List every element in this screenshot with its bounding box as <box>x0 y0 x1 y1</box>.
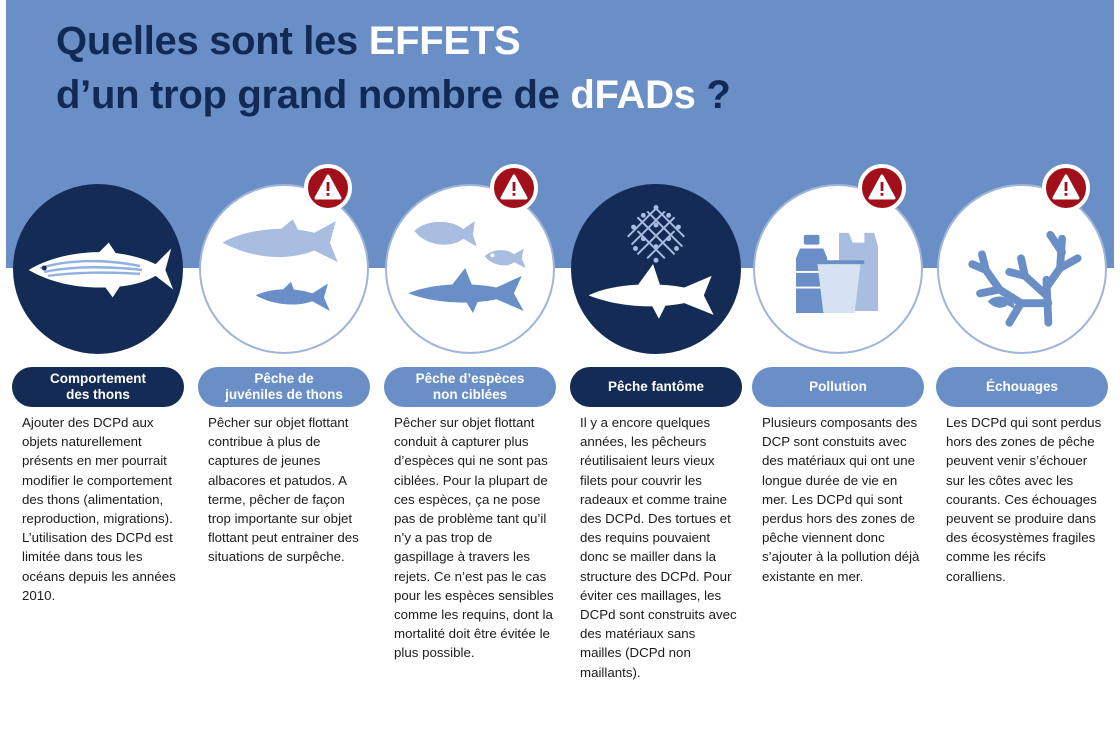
effect-title: Pêche fantôme <box>570 367 742 407</box>
title-text: Quelles sont les <box>56 19 369 63</box>
effect-circle <box>753 184 923 354</box>
tuna-icon <box>15 186 181 352</box>
ghost-net-shark-icon <box>573 186 739 352</box>
effect-circle <box>13 184 183 354</box>
effect-title: Pêche de juvéniles de thons <box>198 367 370 407</box>
effect-title: Pêche d’espèces non ciblées <box>384 367 556 407</box>
effect-description: Plusieurs composants des DCP sont constuits avec des matériaux qui ont une longue durée de vie en mer. Les DCPd qui sont perdus hors des zones de pêche viennent donc s’ajouter à la pollution déjà existante en mer. <box>762 415 920 584</box>
warning-icon <box>308 168 348 208</box>
plastic-waste-icon <box>755 186 921 352</box>
effect-description: Les DCPd qui sont perdus hors des zones de pêche peuvent venir s’échouer sur les côtes avec les courants. Ces échouages peuvent se produire dans des écosystèmes fragiles comme les récifs coralliens. <box>946 415 1102 584</box>
effect-card-strandings <box>936 0 1108 742</box>
warning-badge <box>1042 164 1090 212</box>
effect-title: Comportement des thons <box>12 367 184 407</box>
bycatch-species-icon <box>387 186 553 352</box>
coral-reef-icon <box>939 186 1105 352</box>
effect-card-juvenile-tuna <box>198 0 370 742</box>
juvenile-tuna-icon <box>201 186 367 352</box>
title-highlight-effets: EFFETS <box>368 19 521 63</box>
warning-icon <box>494 168 534 208</box>
warning-badge <box>490 164 538 212</box>
effect-card-non-target-species <box>384 0 556 742</box>
warning-icon <box>1046 168 1086 208</box>
warning-badge <box>304 164 352 212</box>
effect-circle <box>199 184 369 354</box>
effect-title: Pollution <box>752 367 924 407</box>
effect-description: Pêcher sur objet flottant conduit à capturer plus d’espèces qui ne sont pas ciblées. Pour la plupart de ces espèces, ça ne pose pas de problème tant qu’il n’y a pas trop de gaspillage à travers les rejets. Ce n’est pas le cas pour les espèces sensibles comme les requins, dont la mortalité doit être évitée le plus possible. <box>394 415 554 661</box>
effect-description: Ajouter des DCPd aux objets naturellement présents en mer pourrait modifier le comportement des thons (alimentation, reproduction, migrations). L’utilisation des DCPd est limitée dans tous les océans depuis les années 2010. <box>22 415 176 603</box>
effect-description: Pêcher sur objet flottant contribue à plus de captures de jeunes albacores et patudos. A terme, pêcher de façon trop importante sur objet flottant peut entrainer des situations de surpêche. <box>208 415 359 565</box>
effect-card-pollution <box>752 0 924 742</box>
title-highlight-dfads: dFADs <box>570 73 696 117</box>
title-text: d’un trop grand nombre de <box>56 73 571 117</box>
effect-circle <box>571 184 741 354</box>
warning-icon <box>862 168 902 208</box>
title-question-mark: ? <box>695 73 731 117</box>
effect-circle <box>937 184 1107 354</box>
effect-description: Il y a encore quelques années, les pêcheurs réutilisaient leurs vieux filets pour couvrir les radeaux et comme traine des DCPd. Des tortues et des requins pouvaient donc se mailler dans la structure des DCPd. Pour éviter ces maillages, les DCPd sont construits avec des matériaux sans mailles (DCPd non maillants). <box>580 415 737 680</box>
effect-title: Échouages <box>936 367 1108 407</box>
effect-card-tuna-behaviour <box>12 0 184 742</box>
effect-circle <box>385 184 555 354</box>
warning-badge <box>858 164 906 212</box>
effect-card-ghost-fishing <box>570 0 742 742</box>
